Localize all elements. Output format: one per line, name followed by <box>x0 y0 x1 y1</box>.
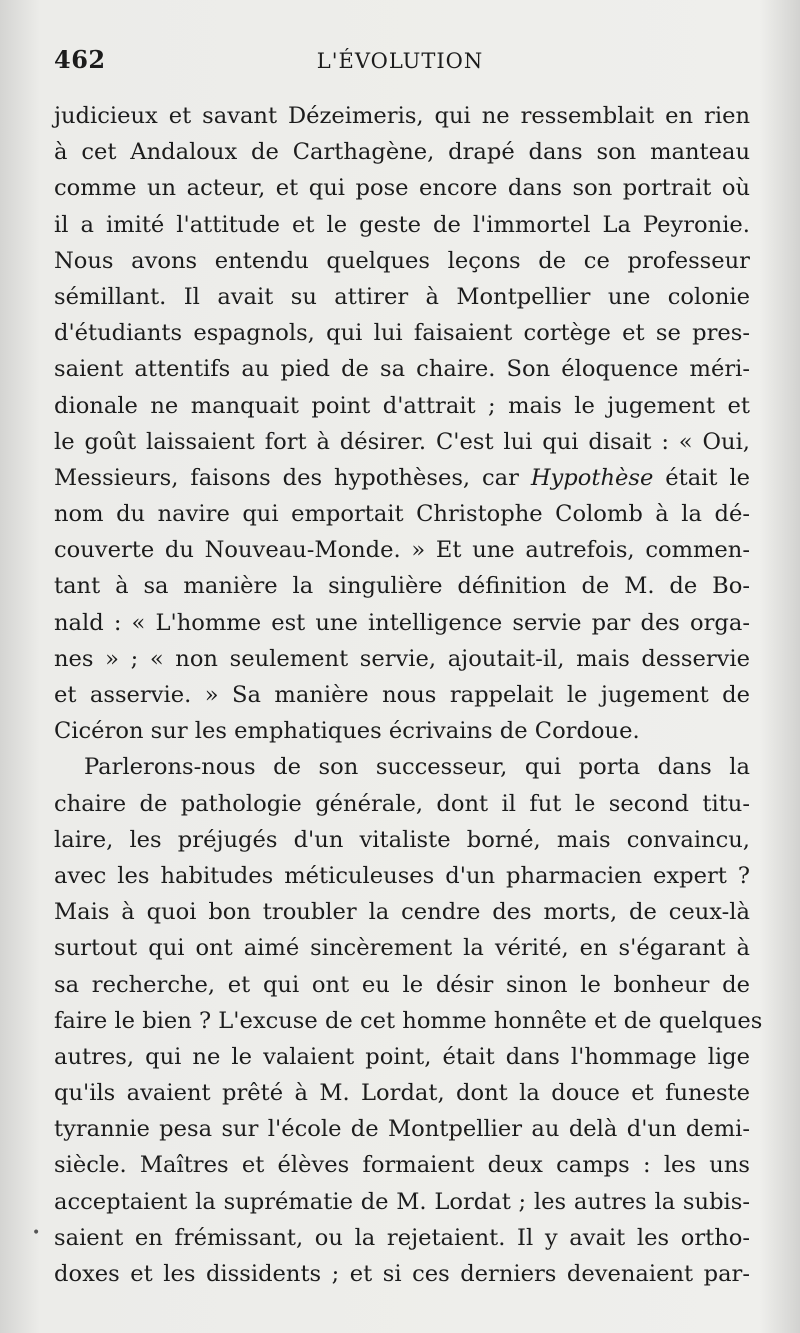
paragraph-2 <box>54 749 763 1292</box>
text-line: tant à sa manière la singulière définition de M. de Bo- <box>54 573 750 600</box>
page-number: 462 <box>54 45 106 74</box>
text-line: le goût laissaient fort à désirer. C'est lui qui disait : « Oui, <box>54 428 750 455</box>
text-line: autres, qui ne le valaient point, était dans l'hommage lige <box>54 1043 750 1070</box>
text-line: surtout qui ont aimé sincèrement la vérité, en s'égarant à <box>54 935 750 962</box>
text-line: judicieux et savant Dézeimeris, qui ne ressemblait en rien <box>54 103 750 129</box>
margin-mark-dot: • <box>32 1225 41 1241</box>
text-line: Cicéron sur les emphatiques écrivains de Cordoue. <box>54 718 640 745</box>
text-line: tyrannie pesa sur l'école de Montpellier au delà d'un demi- <box>54 1116 750 1143</box>
text-line: dionale ne manquait point d'attrait ; mais le jugement et <box>54 392 750 419</box>
text-line: faire le bien ? L'excuse de cet homme honnête et de quelques <box>54 1007 763 1034</box>
text-line-with-italic <box>54 460 750 496</box>
text-segment: était le <box>653 464 750 491</box>
text-line: sémillant. Il avait su attirer à Montpellier une colonie <box>54 283 750 310</box>
text-line: comme un acteur, et qui pose encore dans son portrait où <box>54 175 750 202</box>
text-line: laire, les préjugés d'un vitaliste borné, mais convaincu, <box>54 826 750 853</box>
text-line: saient attentifs au pied de sa chaire. Son éloquence méri- <box>54 356 750 383</box>
text-line: Parlerons-nous de son successeur, qui porta dans la <box>84 754 750 781</box>
text-segment: Messieurs, faisons des hypothèses, car <box>54 464 531 491</box>
text-line: nes » ; « non seulement servie, ajoutait-il, mais desservie <box>54 645 750 672</box>
italic-ship-name: Hypothèse <box>530 464 654 491</box>
text-line: Nous avons entendu quelques leçons de ce professeur <box>54 247 750 274</box>
text-line: il a imité l'attitude et le geste de l'immortel La Peyronie. <box>54 211 750 238</box>
text-line: et asservie. » Sa manière nous rappelait le jugement de <box>54 682 750 708</box>
text-line: d'étudiants espagnols, qui lui faisaient cortège et se pres- <box>54 320 750 347</box>
text-line: doxes et les dissidents ; et si ces derniers devenaient par- <box>54 1261 750 1287</box>
text-line: qu'ils avaient prêté à M. Lordat, dont la douce et funeste <box>54 1080 750 1107</box>
running-title: L'ÉVOLUTION <box>316 49 484 73</box>
text-line: chaire de pathologie générale, dont il fut le second titu- <box>54 790 750 817</box>
page-header <box>54 45 746 79</box>
text-line: nom du navire qui emportait Christophe Colomb à la dé- <box>54 501 750 528</box>
text-line: nald : « L'homme est une intelligence servie par des orga- <box>54 609 750 636</box>
text-line: avec les habitudes méticuleuses d'un pharmacien expert ? <box>54 862 750 889</box>
paragraph-1 <box>54 98 750 749</box>
text-line: acceptaient la suprématie de M. Lordat ; les autres la subis- <box>54 1188 750 1215</box>
text-line: sa recherche, et qui ont eu le désir sinon le bonheur de <box>54 971 750 998</box>
text-line: couverte du Nouveau-Monde. » Et une autrefois, commen- <box>54 537 750 564</box>
text-line: Mais à quoi bon troubler la cendre des morts, de ceux-là <box>54 899 750 926</box>
text-line: siècle. Maîtres et élèves formaient deux camps : les uns <box>54 1152 750 1179</box>
body-text <box>54 98 763 1292</box>
text-line: saient en frémissant, ou la rejetaient. Il y avait les ortho- <box>54 1224 750 1251</box>
text-line: à cet Andaloux de Carthagène, drapé dans son manteau <box>54 139 750 166</box>
